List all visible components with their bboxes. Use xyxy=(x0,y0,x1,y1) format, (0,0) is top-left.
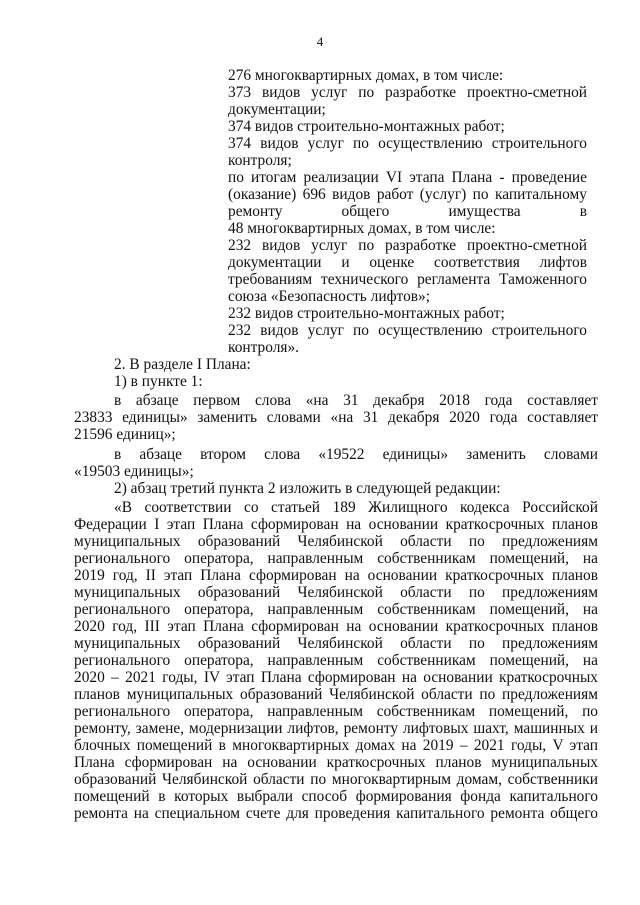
text-line: требованиям технического регламента Таможенного xyxy=(228,271,587,288)
text-line: муниципальных образований Челябинской области по предложениям xyxy=(74,533,598,550)
text-line: по итогам реализации VI этапа Плана - проведение xyxy=(228,169,587,186)
text-line: регионального оператора, направленным собственникам помещений, по xyxy=(74,703,598,720)
text-line: 374 видов строительно-монтажных работ; xyxy=(228,118,505,135)
text-line: 232 видов услуг по разработке проектно-сметной xyxy=(228,237,587,254)
text-line: 232 видов услуг по осуществлению строительного xyxy=(228,322,587,339)
page-number: 4 xyxy=(316,34,324,49)
text-line: 2) абзац третий пункта 2 изложить в следующей редакции: xyxy=(114,480,501,497)
text-line: 2020 год, III этап Плана сформирован на основании краткосрочных планов xyxy=(74,618,598,635)
text-line: 23833 единицы» заменить словами «на 31 декабря 2020 года составляет xyxy=(74,409,598,426)
text-line: ремонту общего имущества в xyxy=(228,203,587,220)
subsection-heading: 1) в пункте 1: xyxy=(114,373,203,390)
text-line: ремонта на специальном счете для проведения капитального ремонта общего xyxy=(74,805,598,822)
text-line: в абзаце первом слова «на 31 декабря 2018 года составляет xyxy=(114,392,598,409)
text-line: (оказание) 696 видов работ (услуг) по капитальному xyxy=(228,186,587,203)
text-line: 374 видов услуг по осуществлению строительного xyxy=(228,135,587,152)
text-line: 21596 единиц»; xyxy=(74,426,176,443)
text-line: помещений в которых выбрали способ формирования фонда капитального xyxy=(74,788,598,805)
text-line: ремонту, замене, модернизации лифтов, ремонту лифтовых шахт, машинных и xyxy=(74,720,598,737)
text-line: 2020 – 2021 годы, IV этап Плана сформирован на основании краткосрочных xyxy=(74,669,598,686)
text-line: союза «Безопасность лифтов»; xyxy=(228,288,431,305)
text-line: планов муниципальных образований Челябинской области по предложениям xyxy=(74,686,598,703)
text-line: муниципальных образований Челябинской области по предложениям xyxy=(74,584,598,601)
text-line: регионального оператора, направленным собственникам помещений, на xyxy=(74,601,598,618)
section-heading: 2. В разделе I Плана: xyxy=(114,356,251,373)
text-line: документации; xyxy=(228,101,326,118)
text-line: образований Челябинской области по многоквартирным домам, собственники xyxy=(74,771,598,788)
text-line: Плана сформирован на основании краткосрочных планов муниципальных xyxy=(74,754,598,771)
text-line: 373 видов услуг по разработке проектно-сметной xyxy=(228,84,587,101)
text-line: в абзаце втором слова «19522 единицы» заменить словами xyxy=(114,446,598,463)
text-line: «19503 единицы»; xyxy=(74,463,194,480)
text-line: 48 многоквартирных домах, в том числе: xyxy=(228,220,496,237)
text-line: 2019 год, II этап Плана сформирован на основании краткосрочных планов xyxy=(74,567,598,584)
text-line: регионального оператора, направленным собственникам помещений, на xyxy=(74,652,598,669)
text-line: «В соответствии со статьей 189 Жилищного кодекса Российской xyxy=(114,499,598,516)
text-line: контроля». xyxy=(228,339,300,356)
text-line: муниципальных образований Челябинской области по предложениям xyxy=(74,635,598,652)
text-line: контроля; xyxy=(228,152,292,169)
text-line: регионального оператора, направленным собственникам помещений, на xyxy=(74,550,598,567)
text-line: 232 видов строительно-монтажных работ; xyxy=(228,305,505,322)
text-line: блочных помещений в многоквартирных домах на 2019 – 2021 годы, V этап xyxy=(74,737,598,754)
text-line: 276 многоквартирных домах, в том числе: xyxy=(228,67,504,84)
text-line: документации и оценке соответствия лифтов xyxy=(228,254,587,271)
text-line: Федерации I этап Плана сформирован на основании краткосрочных планов xyxy=(74,516,598,533)
